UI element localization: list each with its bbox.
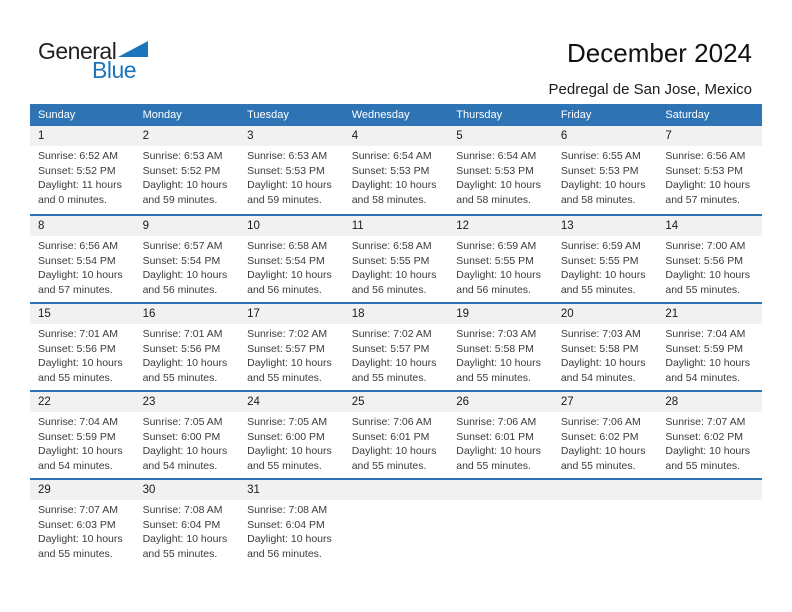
day-cell	[448, 392, 553, 478]
sunrise-text: Sunrise: 7:06 AM	[560, 416, 641, 428]
sunset-text: Sunset: 5:54 PM	[38, 254, 116, 267]
daylight-text-line1: Daylight: 10 hours	[142, 445, 228, 457]
weekday-tuesday: Tuesday	[247, 109, 289, 121]
daylight-text-line1: Daylight: 10 hours	[351, 269, 437, 281]
sunset-text: Sunset: 5:58 PM	[456, 342, 534, 355]
daylight-text-line2: and 56 minutes.	[142, 283, 218, 296]
sunrise-text: Sunrise: 6:54 AM	[456, 150, 537, 162]
day-number: 20	[553, 304, 658, 324]
sunset-text: Sunset: 5:59 PM	[665, 342, 744, 355]
day-cell	[344, 216, 449, 302]
sunset-text: Sunset: 5:53 PM	[351, 164, 430, 177]
day-details	[239, 146, 344, 207]
day-number: 31	[239, 480, 344, 500]
sunset-text: Sunset: 6:01 PM	[351, 430, 430, 443]
day-number: 27	[553, 392, 658, 412]
sunset-text: Sunset: 5:56 PM	[142, 342, 221, 355]
daylight-text-line2: and 55 minutes.	[560, 283, 636, 296]
day-details	[239, 500, 344, 561]
sunset-text: Sunset: 5:58 PM	[560, 342, 639, 355]
day-details	[657, 146, 762, 207]
day-details	[239, 236, 344, 297]
day-cell	[448, 126, 553, 214]
sunrise-text: Sunrise: 7:04 AM	[38, 416, 118, 428]
sunset-text: Sunset: 6:02 PM	[560, 430, 639, 443]
day-details	[448, 236, 553, 297]
daylight-text-line2: and 55 minutes.	[665, 283, 741, 296]
daylight-text-line1: Daylight: 11 hours	[38, 179, 122, 191]
day-number: 25	[344, 392, 449, 412]
sunrise-text: Sunrise: 6:58 AM	[247, 240, 328, 252]
day-details	[657, 236, 762, 297]
sunset-text: Sunset: 5:53 PM	[665, 164, 744, 177]
day-cell	[135, 392, 240, 478]
day-cell	[239, 216, 344, 302]
sunrise-text: Sunrise: 7:07 AM	[38, 504, 118, 516]
day-details	[135, 146, 240, 207]
sunset-text: Sunset: 5:56 PM	[665, 254, 744, 267]
daylight-text-line2: and 55 minutes.	[38, 547, 113, 560]
daylight-text-line1: Daylight: 10 hours	[142, 269, 228, 281]
day-cell	[135, 304, 240, 390]
calendar-weeks	[30, 126, 762, 566]
page-title: December 2024	[567, 38, 752, 68]
day-number	[344, 480, 449, 500]
day-cell	[448, 216, 553, 302]
day-cell	[553, 304, 658, 390]
day-cell	[344, 126, 449, 214]
day-cell	[657, 216, 762, 302]
daylight-text-line2: and 58 minutes.	[560, 193, 636, 206]
sunrise-text: Sunrise: 6:53 AM	[142, 150, 223, 162]
page-location: Pedregal de San Jose, Mexico	[548, 81, 752, 98]
weekday-monday: Monday	[142, 109, 182, 121]
sunrise-text: Sunrise: 6:58 AM	[351, 240, 432, 252]
daylight-text-line1: Daylight: 10 hours	[142, 533, 228, 545]
sunrise-text: Sunrise: 7:07 AM	[665, 416, 746, 428]
logo-text-general: General	[38, 38, 117, 64]
day-details	[30, 146, 135, 207]
daylight-text-line2: and 55 minutes.	[456, 459, 531, 472]
sunset-text: Sunset: 6:01 PM	[456, 430, 534, 443]
day-cell	[135, 480, 240, 566]
day-details	[30, 324, 135, 385]
daylight-text-line2: and 55 minutes.	[351, 371, 427, 384]
weekday-wednesday: Wednesday	[351, 109, 410, 121]
sunset-text: Sunset: 5:52 PM	[38, 164, 116, 177]
daylight-text-line1: Daylight: 10 hours	[38, 269, 123, 281]
day-details	[135, 412, 240, 473]
day-cell	[239, 126, 344, 214]
day-number	[657, 480, 762, 500]
day-number: 12	[448, 216, 553, 236]
day-details	[448, 146, 553, 207]
daylight-text-line2: and 54 minutes.	[142, 459, 218, 472]
day-details	[553, 236, 658, 297]
day-details	[344, 146, 449, 207]
day-cell	[553, 392, 658, 478]
sunset-text: Sunset: 5:54 PM	[142, 254, 221, 267]
sunset-text: Sunset: 6:00 PM	[142, 430, 221, 443]
calendar-table	[30, 104, 762, 566]
sunrise-text: Sunrise: 6:57 AM	[142, 240, 223, 252]
daylight-text-line1: Daylight: 10 hours	[247, 533, 332, 545]
week-row	[30, 302, 762, 390]
day-cell	[553, 480, 658, 566]
day-details	[30, 236, 135, 297]
daylight-text-line2: and 57 minutes.	[665, 193, 741, 206]
sunset-text: Sunset: 5:59 PM	[38, 430, 116, 443]
week-row	[30, 478, 762, 566]
daylight-text-line1: Daylight: 10 hours	[247, 179, 332, 191]
day-cell	[344, 304, 449, 390]
weekday-header-row	[30, 104, 762, 126]
day-cell	[344, 480, 449, 566]
daylight-text-line2: and 55 minutes.	[351, 459, 427, 472]
week-row	[30, 390, 762, 478]
daylight-text-line2: and 55 minutes.	[560, 459, 636, 472]
daylight-text-line1: Daylight: 10 hours	[38, 357, 123, 369]
day-cell	[135, 216, 240, 302]
day-details	[239, 324, 344, 385]
sunset-text: Sunset: 5:53 PM	[560, 164, 639, 177]
day-details	[448, 324, 553, 385]
day-cell	[239, 304, 344, 390]
daylight-text-line2: and 54 minutes.	[560, 371, 636, 384]
day-number: 18	[344, 304, 449, 324]
day-details	[344, 412, 449, 473]
day-number: 13	[553, 216, 658, 236]
daylight-text-line2: and 55 minutes.	[142, 371, 218, 384]
day-number: 29	[30, 480, 135, 500]
sunset-text: Sunset: 5:57 PM	[247, 342, 325, 355]
day-cell	[448, 304, 553, 390]
daylight-text-line1: Daylight: 10 hours	[142, 179, 228, 191]
daylight-text-line2: and 59 minutes.	[142, 193, 218, 206]
daylight-text-line1: Daylight: 10 hours	[560, 269, 646, 281]
day-details	[657, 324, 762, 385]
day-cell	[30, 480, 135, 566]
day-cell	[553, 216, 658, 302]
day-number: 28	[657, 392, 762, 412]
day-number: 9	[135, 216, 240, 236]
sunrise-text: Sunrise: 7:01 AM	[38, 328, 118, 340]
sunset-text: Sunset: 5:55 PM	[560, 254, 639, 267]
day-cell	[657, 480, 762, 566]
day-cell	[657, 392, 762, 478]
daylight-text-line1: Daylight: 10 hours	[247, 357, 332, 369]
day-details	[553, 146, 658, 207]
day-number: 4	[344, 126, 449, 146]
sunrise-text: Sunrise: 6:52 AM	[38, 150, 118, 162]
day-cell	[30, 126, 135, 214]
daylight-text-line2: and 55 minutes.	[38, 371, 113, 384]
daylight-text-line1: Daylight: 10 hours	[351, 445, 437, 457]
daylight-text-line2: and 58 minutes.	[351, 193, 427, 206]
sunrise-text: Sunrise: 7:08 AM	[142, 504, 223, 516]
day-number: 14	[657, 216, 762, 236]
daylight-text-line2: and 57 minutes.	[38, 283, 113, 296]
day-details	[30, 412, 135, 473]
sunrise-text: Sunrise: 6:53 AM	[247, 150, 328, 162]
sunset-text: Sunset: 6:03 PM	[38, 518, 116, 531]
daylight-text-line1: Daylight: 10 hours	[38, 533, 123, 545]
daylight-text-line2: and 56 minutes.	[247, 547, 322, 560]
week-row	[30, 214, 762, 302]
day-number: 15	[30, 304, 135, 324]
day-number: 21	[657, 304, 762, 324]
daylight-text-line1: Daylight: 10 hours	[665, 179, 751, 191]
day-cell	[344, 392, 449, 478]
day-details	[344, 236, 449, 297]
day-number: 5	[448, 126, 553, 146]
daylight-text-line2: and 56 minutes.	[247, 283, 322, 296]
sunrise-text: Sunrise: 7:06 AM	[456, 416, 537, 428]
day-cell	[239, 392, 344, 478]
day-cell	[30, 304, 135, 390]
day-cell	[553, 126, 658, 214]
day-number: 22	[30, 392, 135, 412]
day-number: 30	[135, 480, 240, 500]
day-details	[448, 412, 553, 473]
daylight-text-line1: Daylight: 10 hours	[560, 357, 646, 369]
day-number: 6	[553, 126, 658, 146]
weekday-friday: Friday	[560, 109, 592, 121]
sunrise-text: Sunrise: 7:02 AM	[351, 328, 432, 340]
daylight-text-line1: Daylight: 10 hours	[142, 357, 228, 369]
sunset-text: Sunset: 6:04 PM	[142, 518, 221, 531]
sunset-text: Sunset: 6:02 PM	[665, 430, 744, 443]
daylight-text-line1: Daylight: 10 hours	[665, 445, 751, 457]
daylight-text-line2: and 56 minutes.	[351, 283, 427, 296]
sunrise-text: Sunrise: 7:05 AM	[247, 416, 328, 428]
sunset-text: Sunset: 5:57 PM	[351, 342, 430, 355]
day-number: 3	[239, 126, 344, 146]
sunset-text: Sunset: 5:53 PM	[247, 164, 325, 177]
sunrise-text: Sunrise: 7:03 AM	[456, 328, 537, 340]
daylight-text-line1: Daylight: 10 hours	[560, 445, 646, 457]
day-number	[553, 480, 658, 500]
daylight-text-line2: and 55 minutes.	[665, 459, 741, 472]
day-number: 19	[448, 304, 553, 324]
general-blue-logo	[38, 40, 148, 82]
day-number: 23	[135, 392, 240, 412]
day-number: 17	[239, 304, 344, 324]
day-details	[135, 236, 240, 297]
day-details	[239, 412, 344, 473]
daylight-text-line2: and 0 minutes.	[38, 193, 107, 206]
day-number: 7	[657, 126, 762, 146]
daylight-text-line2: and 59 minutes.	[247, 193, 322, 206]
daylight-text-line1: Daylight: 10 hours	[560, 179, 646, 191]
day-number: 24	[239, 392, 344, 412]
day-number: 11	[344, 216, 449, 236]
daylight-text-line1: Daylight: 10 hours	[247, 269, 332, 281]
day-cell	[448, 480, 553, 566]
sunrise-text: Sunrise: 6:59 AM	[560, 240, 641, 252]
day-details	[30, 500, 135, 561]
day-cell	[30, 216, 135, 302]
title-block	[549, 38, 752, 98]
daylight-text-line1: Daylight: 10 hours	[456, 179, 541, 191]
weekday-saturday: Saturday	[665, 109, 710, 121]
daylight-text-line2: and 55 minutes.	[247, 371, 322, 384]
day-number: 2	[135, 126, 240, 146]
sunrise-text: Sunrise: 6:56 AM	[665, 150, 746, 162]
daylight-text-line1: Daylight: 10 hours	[456, 269, 541, 281]
day-cell	[657, 304, 762, 390]
day-details	[657, 412, 762, 473]
day-cell	[30, 392, 135, 478]
day-details	[135, 324, 240, 385]
day-details	[135, 500, 240, 561]
day-number: 26	[448, 392, 553, 412]
daylight-text-line1: Daylight: 10 hours	[247, 445, 332, 457]
sunrise-text: Sunrise: 7:01 AM	[142, 328, 223, 340]
daylight-text-line1: Daylight: 10 hours	[351, 357, 437, 369]
daylight-text-line2: and 56 minutes.	[456, 283, 531, 296]
sunset-text: Sunset: 5:54 PM	[247, 254, 325, 267]
logo-text-blue: Blue	[92, 57, 137, 83]
day-details	[553, 324, 658, 385]
sunset-text: Sunset: 5:55 PM	[351, 254, 430, 267]
day-cell	[239, 480, 344, 566]
weekday-thursday: Thursday	[456, 109, 503, 121]
daylight-text-line2: and 58 minutes.	[456, 193, 531, 206]
weekday-sunday: Sunday	[38, 109, 76, 121]
daylight-text-line1: Daylight: 10 hours	[38, 445, 123, 457]
sunrise-text: Sunrise: 6:59 AM	[456, 240, 537, 252]
daylight-text-line2: and 55 minutes.	[142, 547, 218, 560]
day-number: 8	[30, 216, 135, 236]
sunset-text: Sunset: 5:55 PM	[456, 254, 534, 267]
day-number: 16	[135, 304, 240, 324]
sunrise-text: Sunrise: 6:56 AM	[38, 240, 118, 252]
sunset-text: Sunset: 5:53 PM	[456, 164, 534, 177]
sunrise-text: Sunrise: 7:08 AM	[247, 504, 328, 516]
daylight-text-line1: Daylight: 10 hours	[456, 445, 541, 457]
sunrise-text: Sunrise: 7:04 AM	[665, 328, 746, 340]
day-number	[448, 480, 553, 500]
sunrise-text: Sunrise: 7:03 AM	[560, 328, 641, 340]
sunrise-text: Sunrise: 7:05 AM	[142, 416, 223, 428]
sunset-text: Sunset: 5:56 PM	[38, 342, 116, 355]
sunrise-text: Sunrise: 6:54 AM	[351, 150, 432, 162]
sunrise-text: Sunrise: 7:06 AM	[351, 416, 432, 428]
week-row	[30, 126, 762, 214]
daylight-text-line1: Daylight: 10 hours	[456, 357, 541, 369]
daylight-text-line2: and 55 minutes.	[456, 371, 531, 384]
sunrise-text: Sunrise: 6:55 AM	[560, 150, 641, 162]
day-details	[344, 324, 449, 385]
daylight-text-line2: and 55 minutes.	[247, 459, 322, 472]
day-number: 1	[30, 126, 135, 146]
daylight-text-line1: Daylight: 10 hours	[665, 269, 751, 281]
daylight-text-line2: and 54 minutes.	[38, 459, 113, 472]
sunset-text: Sunset: 6:04 PM	[247, 518, 325, 531]
sunset-text: Sunset: 6:00 PM	[247, 430, 325, 443]
daylight-text-line1: Daylight: 10 hours	[351, 179, 437, 191]
day-cell	[135, 126, 240, 214]
day-cell	[657, 126, 762, 214]
sunrise-text: Sunrise: 7:00 AM	[665, 240, 746, 252]
day-details	[553, 412, 658, 473]
daylight-text-line2: and 54 minutes.	[665, 371, 741, 384]
sunset-text: Sunset: 5:52 PM	[142, 164, 221, 177]
sunrise-text: Sunrise: 7:02 AM	[247, 328, 328, 340]
daylight-text-line1: Daylight: 10 hours	[665, 357, 751, 369]
day-number: 10	[239, 216, 344, 236]
